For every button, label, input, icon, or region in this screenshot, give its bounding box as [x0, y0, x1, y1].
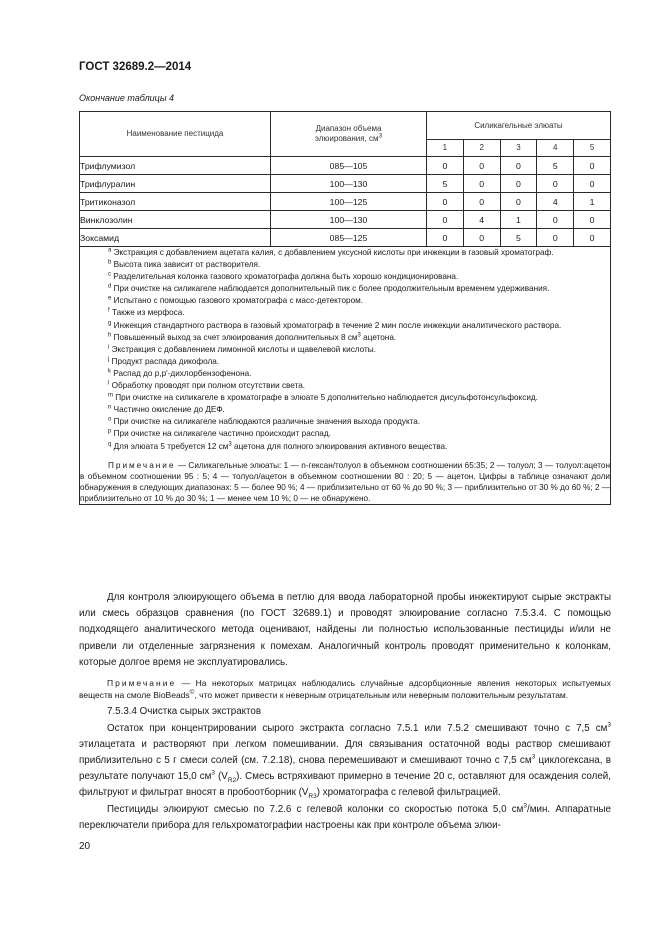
- footnote: $^c$ Разделительная колонка газового хроматографа должна быть хорошо кондиционирована.: [108, 271, 459, 282]
- footnote: $^n$ Частично окисление до ДЕФ.: [108, 404, 225, 415]
- range-value: 085—125: [271, 229, 427, 247]
- eluate-value: 0: [500, 175, 537, 193]
- eluate-value: 5: [427, 175, 464, 193]
- eluate-value: 0: [427, 229, 464, 247]
- eluate-value: 0: [463, 175, 500, 193]
- footnote: $^l$ Обработку проводят при полном отсутствии света.: [108, 380, 306, 391]
- pesticide-name: Винклозолин: [80, 211, 271, 229]
- col-header-range: [271, 112, 427, 157]
- sub-col-1: 1: [427, 140, 464, 157]
- sub-col-4: 4: [537, 140, 574, 157]
- col-header-range-line2: элюирования, см: [314, 134, 379, 143]
- table-row: [80, 175, 611, 193]
- footnote: $^g$ Инжекция стандартного раствора в газовый хроматограф в течение 2 мин после инжекции аналитического раствора.: [108, 319, 562, 330]
- eluate-value: 0: [463, 157, 500, 175]
- eluate-value: 0: [500, 157, 537, 175]
- footnote: $^m$ При очистке на силикагеле в хроматографе в элюате 5 дополнительно наблюдается дисульфотонсульфоксид.: [108, 392, 538, 403]
- sub-col-5: 5: [574, 140, 611, 157]
- range-value: 100—125: [271, 193, 427, 211]
- eluate-value: 5: [537, 157, 574, 175]
- eluate-value: 1: [574, 193, 611, 211]
- note-text: — Силикагельные элюаты: 1 — n-гексан/толуол в объемном соотношении 65:35; 2 — толуол; 3 — толуол:ацетон в объемном соотношении 95 : 5; 4 — толуол/ацетон в объемном соотношении 80 : 20; 5 — ацетон. Цифры в таблице означают доли обнаружения в следующих диапазонах: 5 — более 90 %; 4 — приблизительно от 60 % до 90 %; 3 — приблизительно от 30 % до 60 %; 2 — приблизительно от 10 % до 30 %; 1 — менее чем 10 %; 0 — не обнаружено.: [80, 460, 610, 504]
- footnote: $^i$ Экстракция с добавлением лимонной кислоты и щавелевой кислоты.: [108, 344, 376, 354]
- footnote: $^e$ Испытано с помощью газового хроматографа с масс-детектором.: [108, 295, 364, 306]
- eluate-value: 0: [574, 157, 611, 175]
- footnote: $^o$ При очистке на силикагеле наблюдаются различные значения выхода продукта.: [108, 416, 421, 427]
- footnote: $^b$ Высота пика зависит от растворителя.: [108, 259, 261, 270]
- table-row: [80, 229, 611, 247]
- pesticide-name: Зоксамид: [80, 229, 271, 247]
- eluate-value: 4: [463, 211, 500, 229]
- sub-col-2: 2: [463, 140, 500, 157]
- pesticide-name: Тритиконазол: [80, 193, 271, 211]
- footnote: $^q$ Для элюата 5 требуется 12 $см^3$ ацетона для полного элюирования активного вещества.: [108, 440, 448, 451]
- eluate-value: 0: [427, 157, 464, 175]
- paragraph: Остаток при концентрировании сырого экстракта согласно 7.5.1 или 7.5.2 смешивают точно с 7,5 $см^3$ этилацетата и растворяют при легком помешивании. Для связывания остаточной воды раствор смешивают приблизительно с 5 г смеси солей (см. 7.2.18), снова перемешивают и смешивают точно с 7,5 $см^3$ циклогексана, в результате получают 15,0 $см^3$ $(V_{R2})$. Смесь встряхивают примерно в течение 20 с, оставляют для осаждения солей, фильтруют и фильтрат вносят в пробоотборник $(V_{R3})$ хроматографа с гелевой фильтрацией.: [79, 721, 611, 801]
- col-header-group: Силикагельные элюаты: [427, 112, 611, 140]
- table-caption: Окончание таблицы 4: [79, 93, 174, 103]
- eluate-value: 1: [500, 211, 537, 229]
- eluate-value: 0: [500, 193, 537, 211]
- table-row: [80, 211, 611, 229]
- pesticide-table: [79, 111, 611, 505]
- eluate-value: 0: [537, 175, 574, 193]
- pesticide-name: Трифлумизол: [80, 157, 271, 175]
- footnote: $^a$ Экстракция с добавлением ацетата калия, с добавлением уксусной кислоты при инжекции в газовый хроматограф.: [108, 247, 554, 257]
- eluate-value: 0: [463, 229, 500, 247]
- eluate-value: 0: [574, 229, 611, 247]
- note-label: Примечание: [108, 460, 176, 470]
- table-row: [80, 193, 611, 211]
- eluate-value: 0: [537, 211, 574, 229]
- table-row: [80, 157, 611, 175]
- page-number: 20: [79, 841, 91, 852]
- eluate-value: 0: [537, 229, 574, 247]
- eluate-value: 0: [463, 193, 500, 211]
- footnote: $^h$ Повышенный выход за счет элюирования дополнительных 8 $см^3$ ацетона.: [108, 331, 397, 342]
- footnote: $^f$ Также из мерфоса.: [108, 307, 185, 318]
- table-footnotes: [80, 247, 611, 505]
- eluate-value: 4: [537, 193, 574, 211]
- eluate-value: 0: [427, 193, 464, 211]
- footnote: $^p$ При очистке на силикагеле частично происходит распад.: [108, 428, 331, 439]
- range-value: 100—130: [271, 211, 427, 229]
- section-heading: 7.5.3.4 Очистка сырых экстрактов: [107, 706, 262, 718]
- eluate-value: 0: [427, 211, 464, 229]
- note-paragraph: Примечание — На некоторых матрицах наблюдались случайные адсорбционные явления некоторых испытуемых веществ на смоле BioBeads©, что может привести к неверным отрицательным или неверным положительным результатам.: [79, 678, 611, 701]
- body-text: [79, 590, 611, 834]
- paragraph: Пестициды элюируют смесью по 7.2.6 с гелевой колонки со скоростью потока 5,0 $см^3$/мин. Аппаратные переключатели прибора для гельхроматографии настроены как при контроле объема элюи-: [79, 802, 611, 831]
- document-code: ГОСТ 32689.2—2014: [79, 61, 192, 73]
- eluate-value: 5: [500, 229, 537, 247]
- footnote: $^j$ Продукт распада дикофола.: [108, 356, 220, 366]
- eluate-value: 0: [574, 211, 611, 229]
- table-note: [80, 460, 610, 505]
- col-header-range-line1: Диапазон объема: [315, 124, 382, 133]
- footnote: $^k$ Распад до p,p'-дихлорбензофенона.: [108, 368, 252, 378]
- pesticide-name: Трифлуралин: [80, 175, 271, 193]
- footnote: $^d$ При очистке на силикагеле наблюдается дополнительный пик с более продолжительным временем удерживания.: [108, 283, 550, 294]
- sub-col-3: 3: [500, 140, 537, 157]
- range-value: 100—130: [271, 175, 427, 193]
- eluate-value: 0: [574, 175, 611, 193]
- range-value: 085—105: [271, 157, 427, 175]
- col-header-name: Наименование пестицида: [80, 112, 271, 157]
- paragraph: Для контроля элюирующего объема в петлю для ввода лабораторной пробы инжектируют сырые экстракты или смесь образцов сравнения (по ГОСТ 32689.1) и проводят элюирование согласно 7.5.3.4. С помощью подходящего аналитического метода оценивают, найдены ли полностью использованные пестициды и/или не привели ли отделенные загрязнения к помехам. Аналогичный контроль проводят применительно к колонкам, которые долгое время не эксплуатировались.: [79, 592, 611, 668]
- col-header-range-sup: 3: [378, 132, 383, 140]
